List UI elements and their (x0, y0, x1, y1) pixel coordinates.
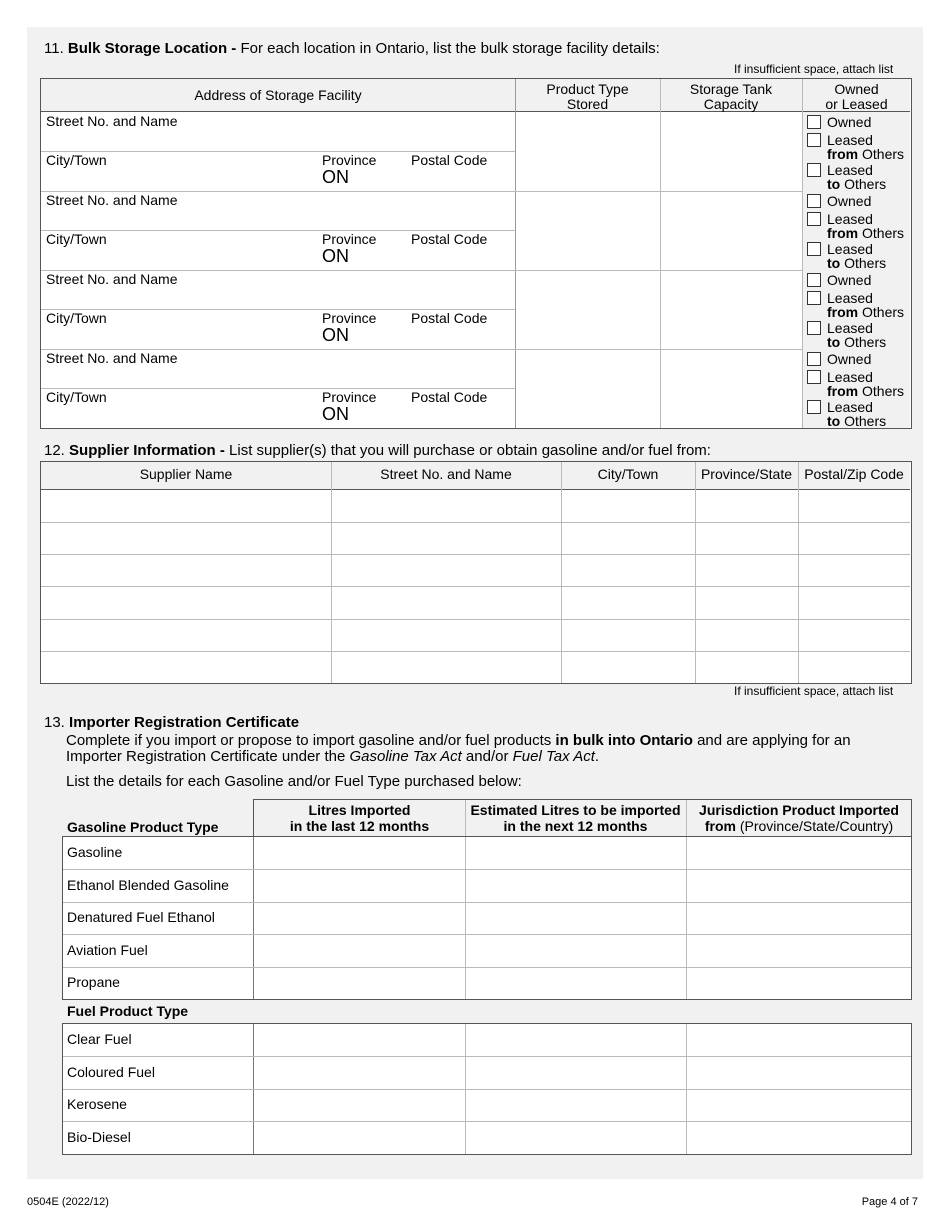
province-value: ON (322, 404, 349, 424)
label-postal: Postal Code (411, 152, 488, 168)
leased-from-checkbox[interactable] (807, 370, 821, 384)
header-street: Street No. and Name (380, 466, 512, 482)
header-estimated-litres: Estimated Litres to be imported in the next 12 months (470, 802, 681, 834)
fuel-import-table (62, 1023, 912, 1155)
label-city: City/Town (46, 152, 107, 168)
label-street: Street No. and Name (46, 350, 178, 366)
section-11-heading: 11. Bulk Storage Location - For each location in Ontario, list the bulk storage facility details: (44, 40, 660, 57)
owned-checkbox[interactable] (807, 273, 821, 287)
header-product-type: Product Type Stored (546, 81, 629, 112)
row-aviation-fuel: Aviation Fuel (67, 942, 148, 958)
header-province-state: Province/State (700, 466, 793, 482)
leased-from-option: Leased from Others (827, 132, 905, 162)
label-street: Street No. and Name (46, 271, 178, 287)
owned-option: Owned (827, 272, 872, 288)
label-street: Street No. and Name (46, 113, 178, 129)
province-value: ON (322, 246, 349, 266)
leased-to-checkbox[interactable] (807, 321, 821, 335)
bulk-storage-table (40, 78, 912, 429)
leased-to-option: Leased to Others (827, 399, 887, 429)
header-tank-capacity: Storage Tank Capacity (689, 81, 773, 112)
owned-checkbox[interactable] (807, 194, 821, 208)
row-kerosene: Kerosene (67, 1096, 127, 1112)
row-denatured-fuel-ethanol: Denatured Fuel Ethanol (67, 909, 215, 925)
label-postal: Postal Code (411, 389, 488, 405)
header-address: Address of Storage Facility (194, 87, 362, 103)
row-ethanol-blended-gasoline: Ethanol Blended Gasoline (67, 877, 229, 893)
province-value: ON (322, 167, 349, 187)
header-gasoline-product-type: Gasoline Product Type (67, 819, 219, 835)
header-jurisdiction: Jurisdiction Product Imported from (Province/State/Country) (699, 802, 899, 834)
leased-from-option: Leased from Others (827, 211, 905, 241)
header-fuel-product-type: Fuel Product Type (67, 1003, 189, 1019)
section-11-note: If insufficient space, attach list (734, 62, 894, 76)
owned-checkbox[interactable] (807, 352, 821, 366)
label-province: Province (322, 152, 377, 168)
row-bio-diesel: Bio-Diesel (67, 1129, 131, 1145)
header-postal-zip: Postal/Zip Code (804, 466, 904, 482)
header-supplier-name: Supplier Name (139, 466, 233, 482)
leased-from-checkbox[interactable] (807, 212, 821, 226)
row-clear-fuel: Clear Fuel (67, 1031, 132, 1047)
label-city: City/Town (46, 310, 107, 326)
page-number: Page 4 of 7 (861, 1196, 918, 1208)
owned-checkbox[interactable] (807, 115, 821, 129)
header-litres-imported: Litres Imported in the last 12 months (289, 802, 430, 834)
leased-from-checkbox[interactable] (807, 133, 821, 147)
label-city: City/Town (46, 389, 107, 405)
row-coloured-fuel: Coloured Fuel (67, 1064, 155, 1080)
gasoline-import-table (62, 836, 912, 1000)
label-province: Province (322, 389, 377, 405)
leased-from-checkbox[interactable] (807, 291, 821, 305)
row-gasoline: Gasoline (67, 844, 123, 860)
label-postal: Postal Code (411, 310, 488, 326)
label-street: Street No. and Name (46, 192, 178, 208)
leased-to-option: Leased to Others (827, 320, 887, 350)
leased-to-checkbox[interactable] (807, 163, 821, 177)
form-id: 0504E (2022/12) (27, 1196, 109, 1208)
header-city: City/Town (597, 466, 659, 482)
label-province: Province (322, 310, 377, 326)
section-13-instruction: List the details for each Gasoline and/or Fuel Type purchased below: (66, 773, 522, 790)
supplier-table (40, 461, 912, 684)
row-propane: Propane (67, 974, 120, 990)
section-12-heading: 12. Supplier Information - List supplier(s) that you will purchase or obtain gasoline and/or fuel from: (44, 442, 711, 459)
label-postal: Postal Code (411, 231, 488, 247)
owned-option: Owned (827, 351, 872, 367)
leased-to-checkbox[interactable] (807, 242, 821, 256)
leased-to-option: Leased to Others (827, 162, 887, 192)
leased-to-checkbox[interactable] (807, 400, 821, 414)
import-table-header (253, 799, 912, 837)
header-owned-leased: Owned or Leased (825, 81, 888, 112)
label-city: City/Town (46, 231, 107, 247)
owned-option: Owned (827, 193, 872, 209)
province-value: ON (322, 325, 349, 345)
owned-option: Owned (827, 114, 872, 130)
leased-to-option: Leased to Others (827, 241, 887, 271)
leased-from-option: Leased from Others (827, 369, 905, 399)
section-12-note: If insufficient space, attach list (734, 684, 894, 698)
label-province: Province (322, 231, 377, 247)
section-13-description: Complete if you import or propose to import gasoline and/or fuel products in bulk into Ontario and are applying for an Importer Registration Certificate under the Gasoline Tax Act and/or Fuel Tax Act. (66, 732, 851, 765)
leased-from-option: Leased from Others (827, 290, 905, 320)
section-13-heading: 13. Importer Registration Certificate (44, 714, 300, 731)
